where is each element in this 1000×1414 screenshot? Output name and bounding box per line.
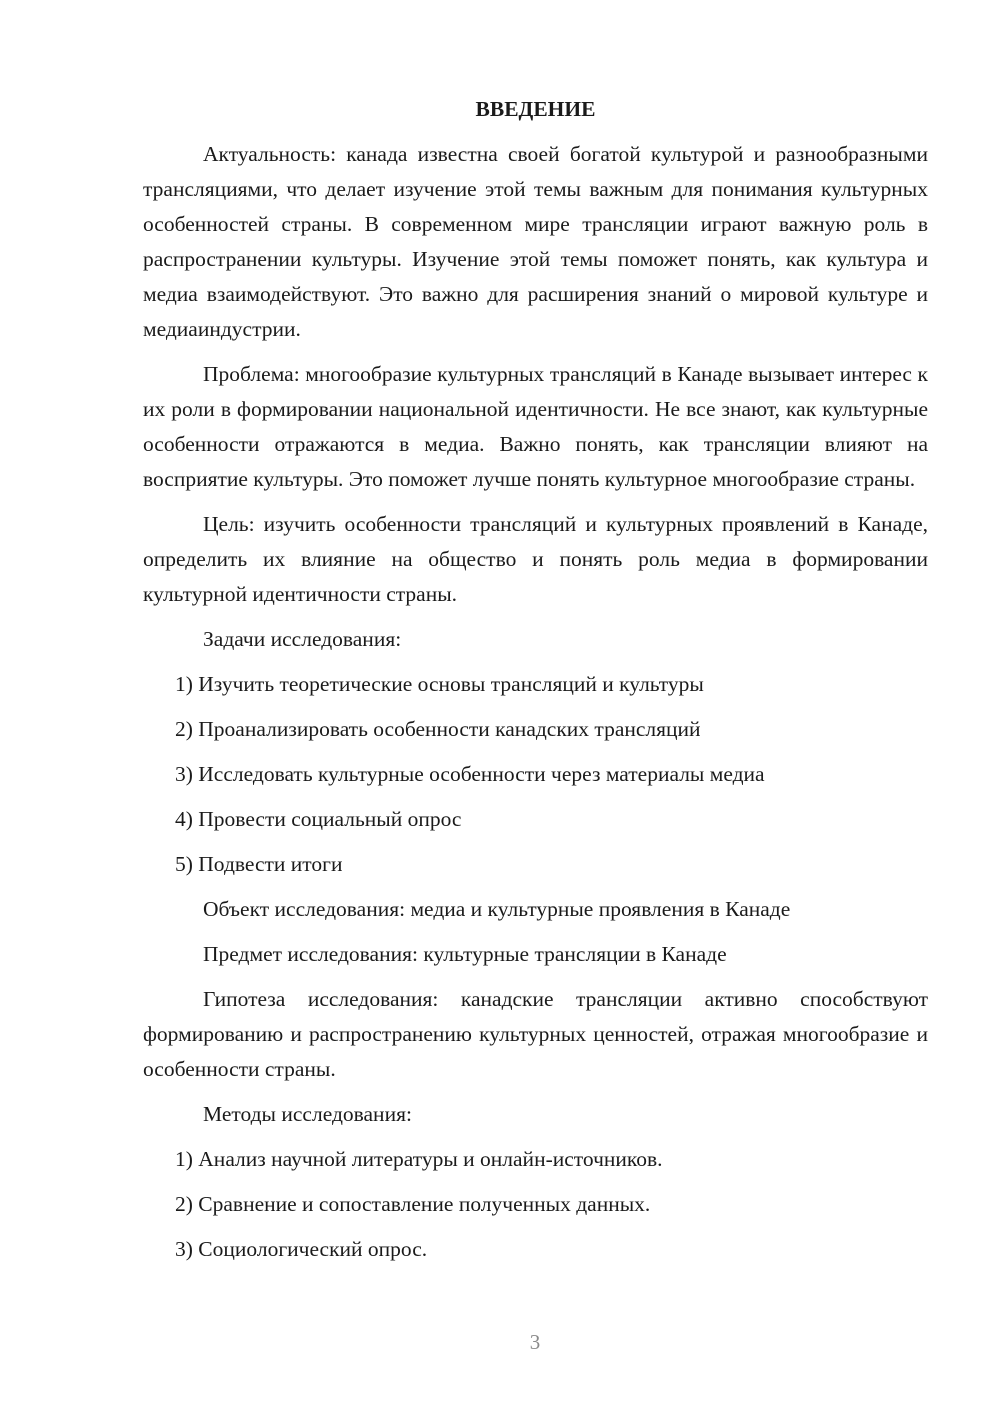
page-number: 3 xyxy=(529,1330,541,1354)
task-item: 5) Подвести итоги xyxy=(175,852,343,876)
task-item: 1) Изучить теоретические основы трансляций и культуры xyxy=(175,672,704,696)
object-line: Объект исследования: медиа и культурные проявления в Канаде xyxy=(203,897,791,921)
methods-label: Методы исследования: xyxy=(203,1102,412,1126)
problem-paragraph: Проблема: многообразие культурных трансляций в Канаде вызывает интерес к их роли в формировании национальной идентичности. Не все знают, как культурные особенности отражаются в медиа. Важно понять, как трансляции влияют на восприятие культуры. Это поможет лучше понять культурное многообразие страны. xyxy=(143,362,928,491)
task-item: 2) Проанализировать особенности канадских трансляций xyxy=(175,717,701,741)
document-page xyxy=(143,92,928,1277)
goal-paragraph: Цель: изучить особенности трансляций и культурных проявлений в Канаде, определить их влияние на общество и понять роль медиа в формировании культурной идентичности страны. xyxy=(143,512,928,606)
method-item: 3) Социологический опрос. xyxy=(175,1237,428,1261)
section-title: ВВЕДЕНИЕ xyxy=(475,97,596,121)
task-item: 4) Провести социальный опрос xyxy=(175,807,462,831)
relevance-paragraph: Актуальность: канада известна своей богатой культурой и разнообразными трансляциями, что делает изучение этой темы важным для понимания культурных особенностей страны. В современном мире трансляции играют важную роль в распространении культуры. Изучение этой темы поможет понять, как культура и медиа взаимодействуют. Это важно для расширения знаний о мировой культуре и медиаиндустрии. xyxy=(143,142,928,341)
hypothesis-paragraph: Гипотеза исследования: канадские трансляции активно способствуют формированию и распространению культурных ценностей, отражая многообразие и особенности страны. xyxy=(143,987,928,1081)
method-item: 1) Анализ научной литературы и онлайн-источников. xyxy=(175,1147,663,1171)
method-item: 2) Сравнение и сопоставление полученных данных. xyxy=(175,1192,651,1216)
task-item: 3) Исследовать культурные особенности через материалы медиа xyxy=(175,762,765,786)
subject-line: Предмет исследования: культурные трансляции в Канаде xyxy=(203,942,727,966)
tasks-label: Задачи исследования: xyxy=(203,627,402,651)
